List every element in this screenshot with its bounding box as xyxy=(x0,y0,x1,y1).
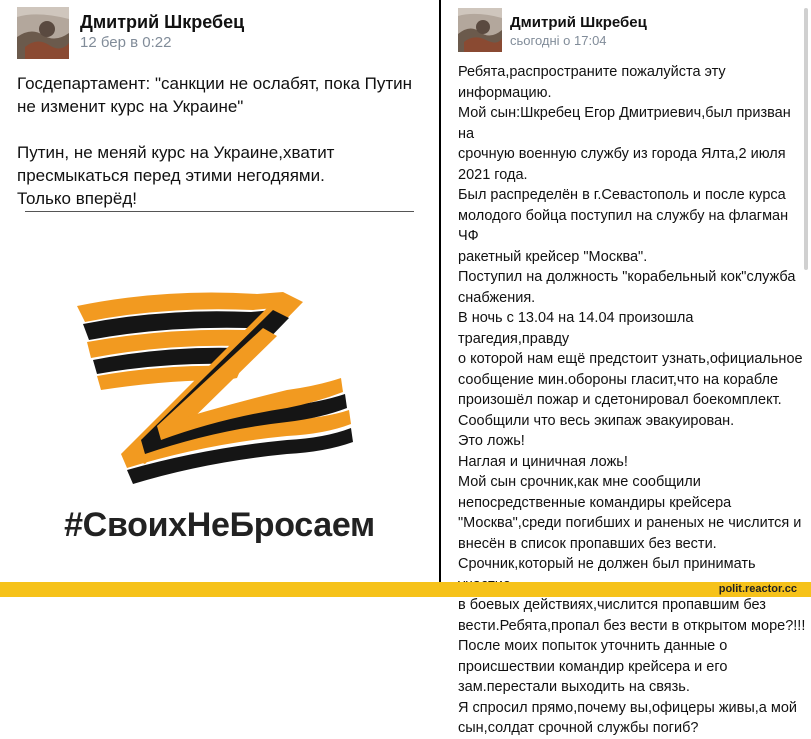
watermark-bar xyxy=(0,582,811,597)
post-timestamp[interactable]: 12 бер в 0:22 xyxy=(80,34,172,51)
author-name[interactable]: Дмитрий Шкребец xyxy=(80,12,245,32)
post-timestamp[interactable]: сьогодні о 17:04 xyxy=(510,33,607,48)
watermark-text[interactable]: polit.reactor.cc xyxy=(718,583,797,595)
image-top-border xyxy=(25,211,414,212)
avatar-photo xyxy=(458,8,502,52)
left-post xyxy=(0,0,436,582)
avatar-photo xyxy=(17,7,69,59)
z-ribbon-logo xyxy=(25,222,414,502)
post-text: Ребята,распространите пожалуйста эту информацию. Мой сын:Шкребец Егор Дмитриевич,был призван на срочную военную службу из города Ялта,2 июля 2021 года. Был распределён в г.Севастополь и после курса молодого бойца поступил на службу на флагман ЧФ ракетный крейсер "Москва". Поступил на должность "корабельный кок"служба снабжения. В ночь с 13.04 на 14.04 произошла трагедия,правду о которой нам ещё предстоит узнать,официальное сообщение мин.обороны гласит,что на корабле произошёл пожар и сдетонировал боекомплект. Сообщили что весь экипаж эвакуирован. Это ложь! Наглая и циничная ложь! Мой сын срочник,как мне сообщили непосредственные командиры крейсера "Москва",среди погибших и раненых не числится и внесён в список пропавших без вести. Срочник,который не должен был принимать в боевых действиях,числится пропавшим без вести.Ребята,пропал без вести в открытом море?!!! После моих попыток уточнить данные о происшествии командир крейсера и его зам.перестали выходить на связь. Я спросил прямо,почему вы,офицеры живы,а мой сын,солдат срочной службы погиб? xyxy=(458,64,806,736)
author-name[interactable]: Дмитрий Шкребец xyxy=(510,14,647,31)
image-hashtag: #СвоихНеБросаем xyxy=(64,506,375,544)
panel-divider xyxy=(439,0,441,582)
scrollbar[interactable] xyxy=(804,8,808,270)
post-text: Госдепартамент: "санкции не ослабят, пока Путин не изменит курс на Украине" Путин, не меняй курс на Украине,хватит пресмыкаться перед этими негодяями. Только вперёд! xyxy=(17,74,413,208)
avatar[interactable] xyxy=(458,8,502,52)
avatar[interactable] xyxy=(17,7,69,59)
post-image[interactable] xyxy=(25,222,414,582)
